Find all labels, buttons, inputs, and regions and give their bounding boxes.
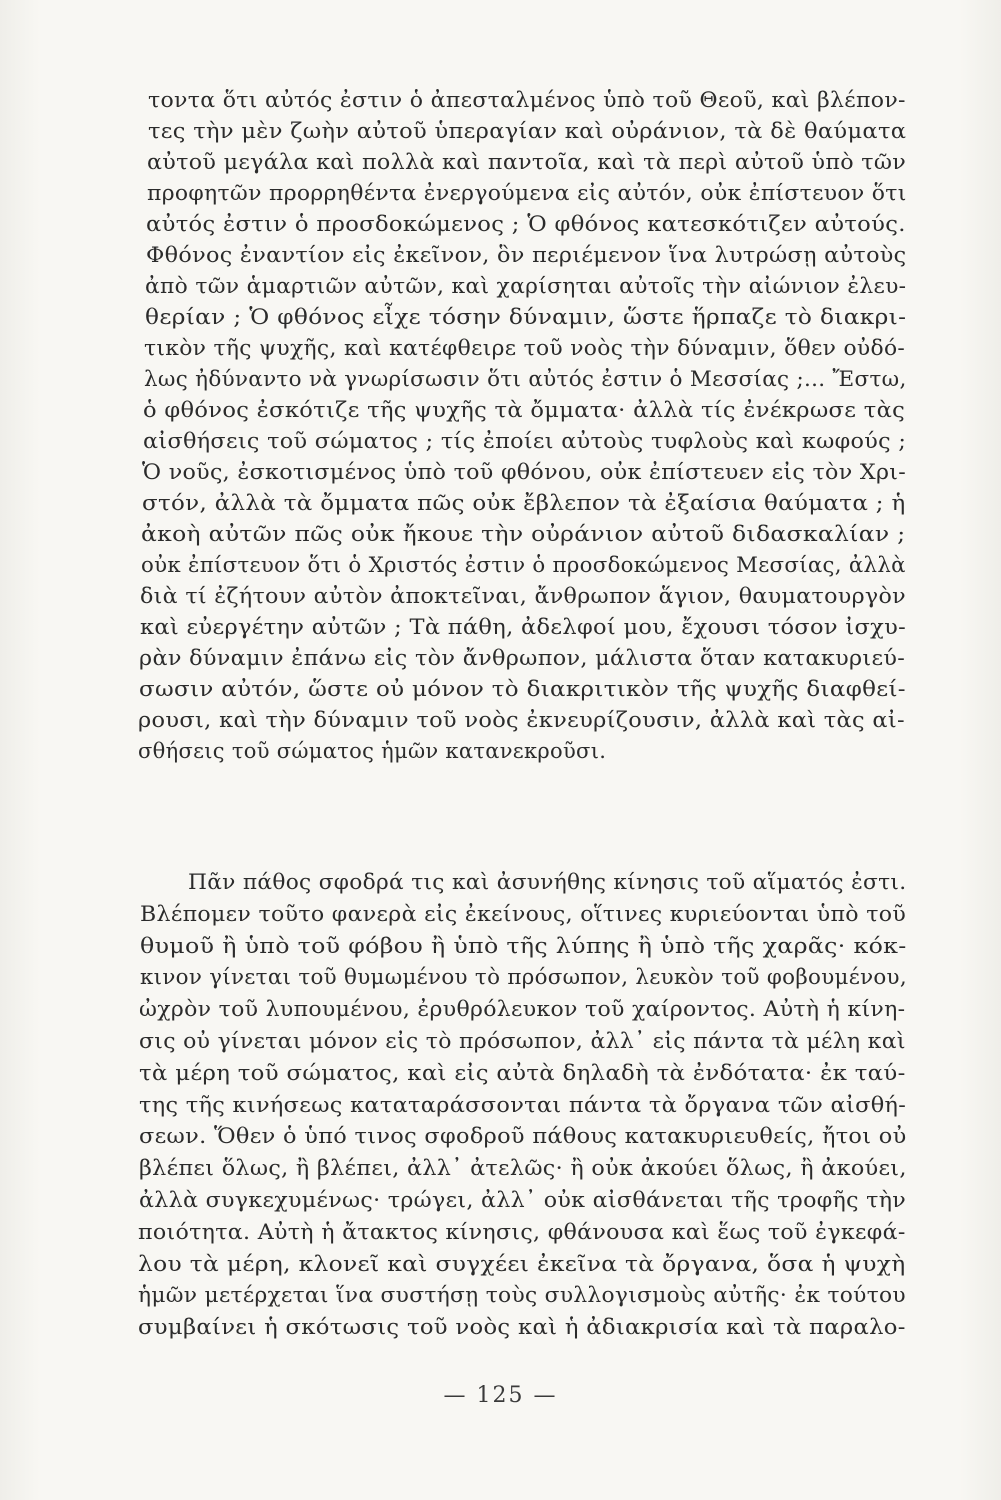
text-line: στόν, ἀλλὰ τὰ ὄμματα πῶς οὐκ ἔβλεπον τὰ ἐξαίσια θαύματα ; ἡ bbox=[141, 491, 906, 515]
text-line: καὶ εὐεργέτην αὐτῶν ; Τὰ πάθη, ἀδελφοί μου, ἔχουσι τόσον ἰσχυ- bbox=[139, 615, 906, 639]
text-line: ὠχρὸν τοῦ λυπουμένου, ἐρυθρόλευκον τοῦ χαίροντος. Αὐτὴ ἡ κίνη- bbox=[139, 997, 906, 1022]
text-line: τικὸν τῆς ψυχῆς, καὶ κατέφθειρε τοῦ νοὸς τὴν δύναμιν, ὅθεν οὐδό- bbox=[144, 336, 906, 360]
text-line: αὐτός ἐστιν ὁ προσδοκώμενος ; Ὁ φθόνος κατεσκότιζεν αὐτούς. bbox=[146, 212, 906, 236]
page-number: — 125 — bbox=[443, 1383, 558, 1408]
text-line: λου τὰ μέρη, κλονεῖ καὶ συγχέει ἐκεῖνα τὰ ὄργανα, ὅσα ἡ ψυχὴ bbox=[138, 1251, 906, 1276]
text-line: ἡμῶν μετέρχεται ἵνα συστήσῃ τοὺς συλλογισμοὺς αὐτῆς· ἐκ τούτου bbox=[138, 1283, 907, 1308]
text-line: αἰσθήσεις τοῦ σώματος ; τίς ἐποίει αὐτοὺς τυφλοὺς καὶ κωφούς ; bbox=[142, 429, 906, 453]
text-line: ρὰν δύναμιν ἐπάνω εἰς τὸν ἄνθρωπον, μάλιστα ὅταν κατακυριεύ- bbox=[139, 646, 906, 670]
text-line: Φθόνος ἐναντίον εἰς ἐκεῖνον, ὃν περιέμενον ἵνα λυτρώσῃ αὐτοὺς bbox=[145, 243, 907, 267]
text-line: σθήσεις τοῦ σώματος ἡμῶν κατανεκροῦσι. bbox=[138, 739, 607, 763]
text-line: κινον γίνεται τοῦ θυμωμένου τὸ πρόσωπον, λευκὸν τοῦ φοβουμένου, bbox=[139, 965, 907, 990]
text-line: σωσιν αὐτόν, ὥστε οὐ μόνον τὸ διακριτικὸν τῆς ψυχῆς διαφθεί- bbox=[138, 677, 906, 701]
text-line: θερίαν ; Ὁ φθόνος εἶχε τόσην δύναμιν, ὥστε ἥρπαζε τὸ διακρι- bbox=[144, 305, 906, 329]
text-line: διὰ τί ἐζήτουν αὐτὸν ἀποκτεῖναι, ἄνθρωπον ἅγιον, θαυματουργὸν bbox=[140, 584, 907, 608]
text-line: τες τὴν μὲν ζωὴν αὐτοῦ ὑπεραγίαν καὶ οὐράνιον, τὰ δὲ θαύματα bbox=[147, 119, 906, 143]
text-line: ποιότητα. Αὐτὴ ἡ ἄτακτος κίνησις, φθάνουσα καὶ ἕως τοῦ ἐγκεφά- bbox=[138, 1219, 907, 1244]
text-line: προφητῶν προρρηθέντα ἐνεργούμενα εἰς αὐτόν, οὐκ ἐπίστευον ὅτι bbox=[146, 181, 907, 205]
text-line: τοντα ὅτι αὐτός ἐστιν ὁ ἀπεσταλμένος ὑπὸ τοῦ Θεοῦ, καὶ βλέπον- bbox=[148, 88, 906, 112]
text-line: ὁ φθόνος ἐσκότιζε τῆς ψυχῆς τὰ ὄμματα· ἀλλὰ τίς ἐνέκρωσε τὰς bbox=[143, 398, 906, 422]
text-line: συμβαίνει ἡ σκότωσις τοῦ νοὸς καὶ ἡ ἀδιακρισία καὶ τὰ παραλο- bbox=[138, 1315, 906, 1340]
text-line: βλέπει ὅλως, ἢ βλέπει, ἀλλ᾽ ἀτελῶς· ἢ οὐκ ἀκούει ὅλως, ἢ ἀκούει, bbox=[138, 1156, 907, 1181]
text-line: ἀλλὰ συγκεχυμένως· τρώγει, ἀλλ᾽ οὐκ αἰσθάνεται τῆς τροφῆς τὴν bbox=[138, 1188, 906, 1212]
text-line: ἀκοὴ αὐτῶν πῶς οὐκ ἤκουε τὴν οὐράνιον αὐτοῦ διδασκαλίαν ; bbox=[141, 522, 906, 546]
text-line: ρουσι, καὶ τὴν δύναμιν τοῦ νοὸς ἐκνευρίζουσιν, ἀλλὰ καὶ τὰς αἰ- bbox=[138, 708, 906, 732]
text-line: θυμοῦ ἢ ὑπὸ τοῦ φόβου ἢ ὑπὸ τῆς λύπης ἢ ὑπὸ τῆς χαρᾶς· κόκ- bbox=[139, 933, 907, 958]
text-line: σις οὐ γίνεται μόνον εἰς τὸ πρόσωπον, ἀλλ᾽ εἰς πάντα τὰ μέλη καὶ bbox=[139, 1029, 907, 1053]
text-line: σεων. Ὅθεν ὁ ὑπό τινος σφοδροῦ πάθους κατακυριευθείς, ἤτοι οὐ bbox=[138, 1124, 907, 1149]
text-line: ἀπὸ τῶν ἁμαρτιῶν αὐτῶν, καὶ χαρίσηται αὐτοῖς τὴν αἰώνιον ἐλευ- bbox=[145, 274, 907, 298]
text-line: λως ἠδύναντο νὰ γνωρίσωσιν ὅτι αὐτός ἐστιν ὁ Μεσσίας ;... Ἔστω, bbox=[143, 367, 907, 391]
text-line: Ὁ νοῦς, ἐσκοτισμένος ὑπὸ τοῦ φθόνου, οὐκ ἐπίστευεν εἰς τὸν Χρι- bbox=[142, 460, 907, 484]
text-line: οὐκ ἐπίστευον ὅτι ὁ Χριστός ἐστιν ὁ προσδοκώμενος Μεσσίας, ἀλλὰ bbox=[140, 553, 906, 577]
text-line: αὐτοῦ μεγάλα καὶ πολλὰ καὶ παντοῖα, καὶ τὰ περὶ αὐτοῦ ὑπὸ τῶν bbox=[147, 150, 907, 174]
text-line: Βλέπομεν τοῦτο φανερὰ εἰς ἐκείνους, οἵτινες κυριεύονται ὑπὸ τοῦ bbox=[139, 901, 906, 926]
text-line: τὰ μέρη τοῦ σώματος, καὶ εἰς αὐτὰ δηλαδὴ τὰ ἐνδότατα· ἐκ ταύ- bbox=[139, 1060, 906, 1085]
text-line: Πᾶν πάθος σφοδρά τις καὶ ἀσυνήθης κίνησις τοῦ αἵματός ἐστι. bbox=[188, 870, 907, 894]
text-line: της τῆς κινήσεως καταταράσσονται πάντα τὰ ὄργανα τῶν αἰσθή- bbox=[139, 1092, 907, 1117]
